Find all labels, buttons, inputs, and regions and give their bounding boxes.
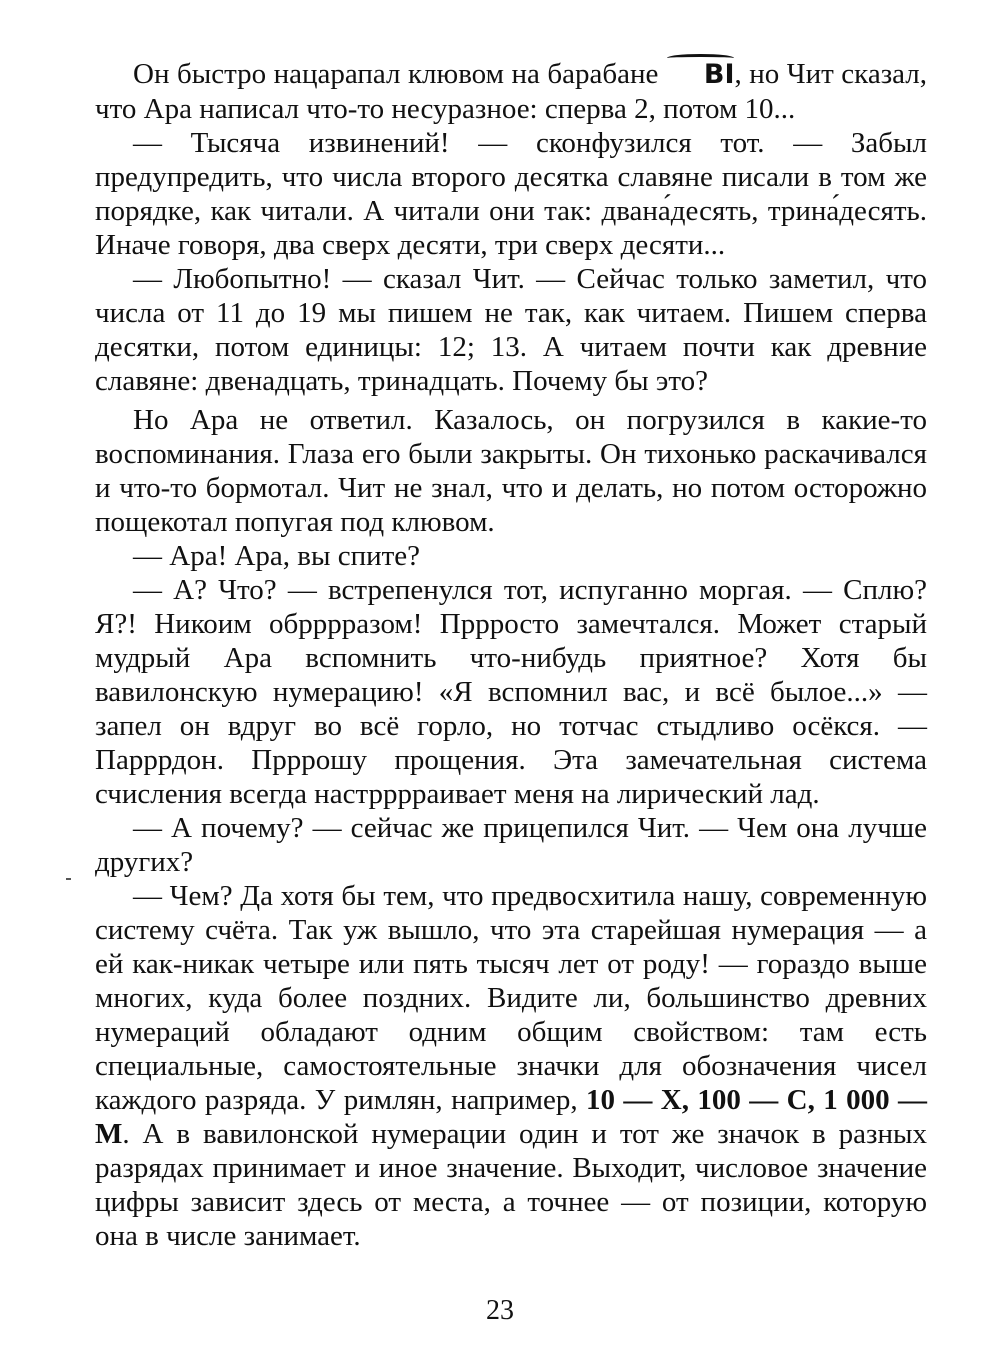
paragraph-3: — Любопытно! — сказал Чит. — Сейчас только заметил, что числа от 11 до 19 мы пишем не так, как читаем. Пишем сперва десятки, потом единицы: 12; 13. А читаем почти как древние славяне: двенадцать, тринадцать. Почему бы это?: [95, 263, 927, 397]
roman-numerals-example: 10 — X, 100 — C, 1 000 — M: [95, 1084, 927, 1150]
paragraph-1-after: , но Чит сказал, что Ара написал что-то несуразное: сперва 2, потом 10...: [95, 58, 927, 125]
paragraph-8-before: — Чем? Да хотя бы тем, что предвосхитила нашу, современную систему счёта. Так уж вышло, что эта старейшая нумерация — а ей как-никак четыре или пять тысяч лет от роду! — гораздо выше многих, куда более поздних. Видите ли, большинство древних нумераций обладают одним общим свойством: там есть специальные, самостоятельные значки для обозначения чисел каждого разряда. У римлян, например,: [95, 880, 927, 1116]
paragraph-2: — Тысяча извинений! — сконфузился тот. — Забыл предупредить, что числа второго десятка славяне писали в том же порядке, как читали. А читали они так: двана́десять, трина́десять. Иначе говоря, два сверх десяти, три сверх десяти...: [95, 127, 927, 261]
paragraph-4: Но Ара не ответил. Казалось, он погрузился в какие-то воспоминания. Глаза его были закрыты. Он тихонько раскачивался и что-то бормотал. Чит не знал, что и делать, но потом осторожно пощекотал попугая под клювом.: [95, 404, 927, 538]
paragraph-1: [95, 54, 927, 126]
paragraph-1-before: Он быстро нацарапал клювом на барабане: [133, 58, 666, 90]
print-speck: [66, 878, 71, 880]
paragraph-8-after: . А в вавилонской нумерации один и тот же значок в разных разрядах принимает и иное значение. Выходит, числовое значение цифры зависит здесь от места, а точнее — от позиции, которую она в числе занимает.: [95, 1118, 927, 1252]
paragraph-8: [95, 879, 927, 1253]
page-number: 23: [486, 1295, 514, 1326]
paragraph-7: — А почему? — сейчас же прицепился Чит. — Чем она лучше других?: [95, 812, 927, 878]
slavic-numeral-glyph: ВІ: [666, 54, 735, 92]
paragraph-6: — А? Что? — встрепенулся тот, испуганно моргая. — Сплю? Я?! Никоим обрррразом! Пррросто замечтался. Может старый мудрый Ара вспомнить что-нибудь приятное? Хотя бы вавилонскую нумерацию! «Я вспомнил вас, и всё былое...» — запел он вдруг во всё горло, но тотчас стыдливо осёкся. — Парррдон. Прррошу прощения. Эта замечательная система счисления всегда настрррраивает меня на лирический лад.: [95, 574, 927, 810]
paragraph-5: — Ара! Ара, вы спите?: [133, 540, 421, 572]
page-body: [95, 54, 927, 1253]
